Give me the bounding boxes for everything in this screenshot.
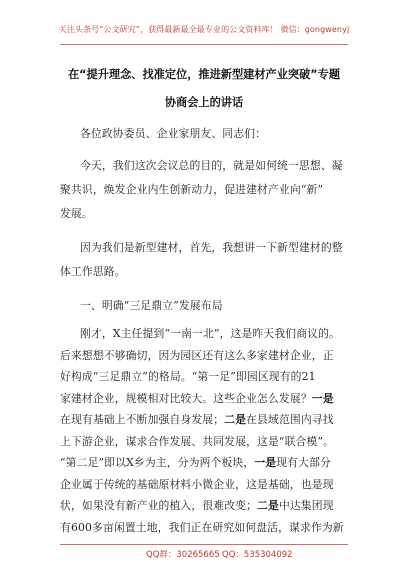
paragraph-3-line-9 xyxy=(60,498,334,513)
text-run: 状，如果没有新产业的植入，很难改变； xyxy=(60,499,258,512)
bold-marker: 二是 xyxy=(224,413,247,426)
footer-divider xyxy=(60,544,348,545)
bold-marker: 一是 xyxy=(254,456,277,469)
header-divider xyxy=(60,44,348,45)
paragraph-1-line-1: 今天，我们这次会议总的目的，就是如何统一思想、凝 xyxy=(80,159,343,172)
paragraph-1-line-2: 聚共识，焕发企业内生创新动力，促进建材产业向“新” xyxy=(60,183,324,196)
salutation: 各位政协委员、企业家朋友、同志们： xyxy=(80,127,267,140)
footer-qq-group: QQ群：30265665 xyxy=(146,550,220,560)
paragraph-3-line-8: 企业属于传统的基础原材料小微企业，这是基础，也是现 xyxy=(60,477,334,491)
footer-qq-number: QQ：535304092 xyxy=(222,550,293,560)
paragraph-3-line-6: 上下游企业，谋求合作发展、共同发展，这是“联合模”。 xyxy=(60,434,335,448)
section-1-heading: 一、明确“三足鼎立”发展布局 xyxy=(80,299,223,312)
paragraph-3-line-10: 有600多亩闲置土地，我们正在研究如何盘活，谋求作为新 xyxy=(60,520,344,534)
text-run: 在现有基础上不断加强自身发展； xyxy=(60,413,225,426)
paragraph-3-line-3: 好构成“三足鼎立”的格局。“第一足”即园区现有的21 xyxy=(60,370,316,383)
text-run: 中达集团现 xyxy=(278,499,334,512)
text-run: 家建材企业，规模相对比较大。这些企业怎么发展？ xyxy=(60,391,312,405)
paragraph-2-line-2: 体工作思路。 xyxy=(60,265,126,278)
document-title-line-2: 协商会上的讲话 xyxy=(164,96,244,109)
text-run: “第二足”即以X乡为主，分为两个板块， xyxy=(60,456,255,469)
paragraph-2-line-1: 因为我们是新型建材，首先，我想讲一下新型建材的整 xyxy=(80,241,343,254)
paragraph-3-line-1: 刚才，X主任提到“一南一北”，这是昨天我们商议的。 xyxy=(80,327,341,340)
document-title-line-1: 在“提升理念、找准定位，推进新型建材产业突破”专题 xyxy=(67,68,341,81)
text-run: 现有大部分 xyxy=(276,456,331,469)
paragraph-3-line-7 xyxy=(60,455,331,470)
bold-marker: 二是 xyxy=(257,499,279,512)
header-banner: 关注头条号“公文研究”，获得最新最全最专业的公文资料库！ 微信：gongwenyj xyxy=(58,25,350,34)
paragraph-3-line-5 xyxy=(60,412,334,427)
text-run: 在县域范围内寻找 xyxy=(246,413,334,426)
paragraph-1-line-3: 发展。 xyxy=(60,207,93,220)
paragraph-3-line-2: 后来想想不够确切，因为园区还有这么多家建材企业，正 xyxy=(60,348,334,362)
bold-marker: 一是 xyxy=(311,391,334,405)
paragraph-3-line-4 xyxy=(60,391,334,406)
